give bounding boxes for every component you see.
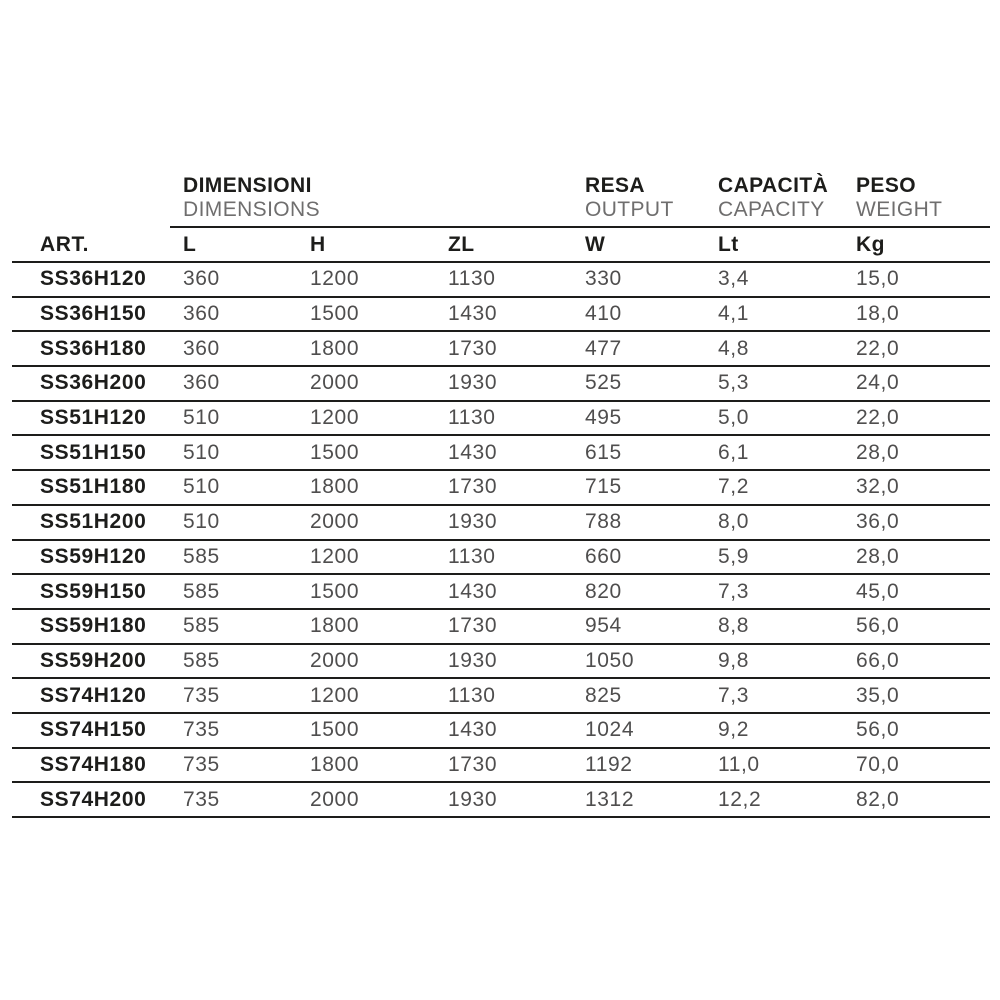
cell-zl: 1130: [448, 544, 496, 568]
group-weight-label-en: WEIGHT: [856, 197, 943, 221]
table-row: [12, 610, 990, 645]
cell-l: 360: [183, 336, 220, 360]
column-header-l: L: [183, 232, 197, 256]
table-row: [12, 402, 990, 437]
cell-zl: 1930: [448, 371, 498, 395]
cell-art: SS36H150: [40, 302, 147, 326]
cell-zl: 1730: [448, 336, 498, 360]
cell-l: 735: [183, 683, 220, 707]
cell-l: 360: [183, 302, 220, 326]
cell-kg: 56,0: [856, 718, 900, 742]
cell-h: 1800: [310, 752, 360, 776]
cell-lt: 8,8: [718, 614, 749, 638]
group-dimensions-label-it: DIMENSIONI: [183, 174, 312, 197]
cell-h: 1500: [310, 440, 360, 464]
cell-l: 585: [183, 614, 220, 638]
cell-zl: 1430: [448, 718, 498, 742]
cell-lt: 3,4: [718, 267, 749, 291]
cell-kg: 66,0: [856, 648, 900, 672]
cell-w: 1192: [585, 752, 633, 776]
cell-kg: 18,0: [856, 302, 900, 326]
cell-w: 1050: [585, 648, 635, 672]
cell-h: 1500: [310, 579, 360, 603]
cell-lt: 5,0: [718, 406, 749, 430]
cell-zl: 1730: [448, 614, 498, 638]
table-row: [12, 783, 990, 818]
cell-w: 954: [585, 614, 622, 638]
cell-lt: 12,2: [718, 787, 762, 811]
cell-kg: 36,0: [856, 510, 900, 534]
cell-l: 360: [183, 371, 220, 395]
cell-h: 1800: [310, 336, 360, 360]
cell-zl: 1430: [448, 579, 498, 603]
cell-h: 2000: [310, 787, 360, 811]
cell-w: 820: [585, 579, 622, 603]
column-header-w: W: [585, 232, 606, 256]
cell-w: 525: [585, 371, 622, 395]
cell-art: SS74H120: [40, 683, 147, 707]
group-output-label-it: RESA: [585, 174, 645, 197]
cell-kg: 28,0: [856, 440, 900, 464]
cell-lt: 7,3: [718, 579, 749, 603]
cell-w: 1024: [585, 718, 635, 742]
cell-lt: 9,8: [718, 648, 749, 672]
table-row: [12, 645, 990, 680]
cell-w: 788: [585, 510, 622, 534]
cell-w: 495: [585, 406, 622, 430]
column-header-zl: ZL: [448, 232, 475, 256]
cell-kg: 70,0: [856, 752, 900, 776]
cell-zl: 1130: [448, 267, 496, 291]
cell-h: 1200: [310, 406, 360, 430]
cell-l: 510: [183, 475, 220, 499]
cell-h: 1800: [310, 475, 360, 499]
column-header-kg: Kg: [856, 232, 885, 256]
cell-lt: 7,2: [718, 475, 749, 499]
cell-l: 360: [183, 267, 220, 291]
cell-w: 330: [585, 267, 622, 291]
group-dimensions-label-en: DIMENSIONS: [183, 197, 321, 221]
group-capacity: [718, 172, 856, 221]
cell-art: SS59H150: [40, 579, 147, 603]
cell-h: 1200: [310, 267, 360, 291]
cell-w: 1312: [585, 787, 635, 811]
column-header-lt: Lt: [718, 232, 739, 256]
cell-kg: 35,0: [856, 683, 900, 707]
cell-lt: 5,9: [718, 544, 749, 568]
group-capacity-label-it: CAPACITÀ: [718, 174, 829, 197]
cell-art: SS59H200: [40, 648, 147, 672]
cell-kg: 82,0: [856, 787, 900, 811]
cell-h: 1500: [310, 718, 360, 742]
table-row: [12, 679, 990, 714]
group-output-label-en: OUTPUT: [585, 197, 674, 221]
cell-art: SS36H120: [40, 267, 147, 291]
cell-art: SS36H180: [40, 336, 147, 360]
cell-art: SS59H120: [40, 544, 147, 568]
cell-l: 735: [183, 787, 220, 811]
cell-w: 477: [585, 336, 622, 360]
cell-kg: 22,0: [856, 336, 900, 360]
table-row: [12, 541, 990, 576]
cell-w: 615: [585, 440, 622, 464]
cell-w: 410: [585, 302, 622, 326]
table-row: [12, 263, 990, 298]
cell-w: 825: [585, 683, 622, 707]
column-header-row: [12, 228, 990, 263]
column-header-art: ART.: [40, 232, 90, 256]
cell-art: SS51H180: [40, 475, 147, 499]
group-weight: [856, 172, 990, 221]
table-row: [12, 749, 990, 784]
cell-h: 2000: [310, 510, 360, 534]
cell-zl: 1730: [448, 475, 498, 499]
cell-lt: 4,8: [718, 336, 749, 360]
cell-zl: 1130: [448, 406, 496, 430]
cell-zl: 1130: [448, 683, 496, 707]
cell-kg: 15,0: [856, 267, 900, 291]
cell-kg: 28,0: [856, 544, 900, 568]
table-row: [12, 298, 990, 333]
group-output: [585, 172, 718, 221]
cell-kg: 24,0: [856, 371, 900, 395]
cell-art: SS51H120: [40, 406, 147, 430]
table-row: [12, 575, 990, 610]
group-weight-label-it: PESO: [856, 174, 916, 197]
table-row: [12, 367, 990, 402]
cell-art: SS51H150: [40, 440, 147, 464]
table-body: [12, 263, 990, 818]
cell-kg: 56,0: [856, 614, 900, 638]
cell-kg: 32,0: [856, 475, 900, 499]
cell-h: 1200: [310, 683, 360, 707]
cell-h: 1800: [310, 614, 360, 638]
cell-lt: 7,3: [718, 683, 749, 707]
group-header-row: [12, 172, 990, 226]
cell-lt: 9,2: [718, 718, 749, 742]
cell-h: 1500: [310, 302, 360, 326]
cell-lt: 6,1: [718, 440, 749, 464]
cell-art: SS74H180: [40, 752, 147, 776]
cell-l: 585: [183, 544, 220, 568]
cell-l: 510: [183, 510, 220, 534]
cell-l: 735: [183, 718, 220, 742]
group-dimensions: [183, 172, 585, 221]
cell-h: 2000: [310, 648, 360, 672]
cell-lt: 11,0: [718, 752, 760, 776]
cell-zl: 1430: [448, 302, 498, 326]
cell-zl: 1730: [448, 752, 498, 776]
cell-lt: 5,3: [718, 371, 749, 395]
group-capacity-label-en: CAPACITY: [718, 197, 825, 221]
table-row: [12, 471, 990, 506]
cell-l: 585: [183, 579, 220, 603]
table-row: [12, 714, 990, 749]
cell-zl: 1930: [448, 648, 498, 672]
cell-art: SS36H200: [40, 371, 147, 395]
cell-h: 1200: [310, 544, 360, 568]
cell-zl: 1430: [448, 440, 498, 464]
table-row: [12, 506, 990, 541]
cell-l: 585: [183, 648, 220, 672]
cell-kg: 45,0: [856, 579, 900, 603]
cell-lt: 4,1: [718, 302, 749, 326]
table-row: [12, 436, 990, 471]
cell-lt: 8,0: [718, 510, 749, 534]
cell-art: SS51H200: [40, 510, 147, 534]
cell-art: SS74H150: [40, 718, 147, 742]
cell-art: SS74H200: [40, 787, 147, 811]
cell-l: 510: [183, 440, 220, 464]
spec-table: [12, 172, 990, 818]
cell-zl: 1930: [448, 510, 498, 534]
cell-art: SS59H180: [40, 614, 147, 638]
cell-zl: 1930: [448, 787, 498, 811]
cell-l: 510: [183, 406, 220, 430]
cell-w: 715: [585, 475, 622, 499]
cell-kg: 22,0: [856, 406, 900, 430]
cell-h: 2000: [310, 371, 360, 395]
cell-w: 660: [585, 544, 622, 568]
table-row: [12, 332, 990, 367]
cell-l: 735: [183, 752, 220, 776]
column-header-h: H: [310, 232, 326, 256]
